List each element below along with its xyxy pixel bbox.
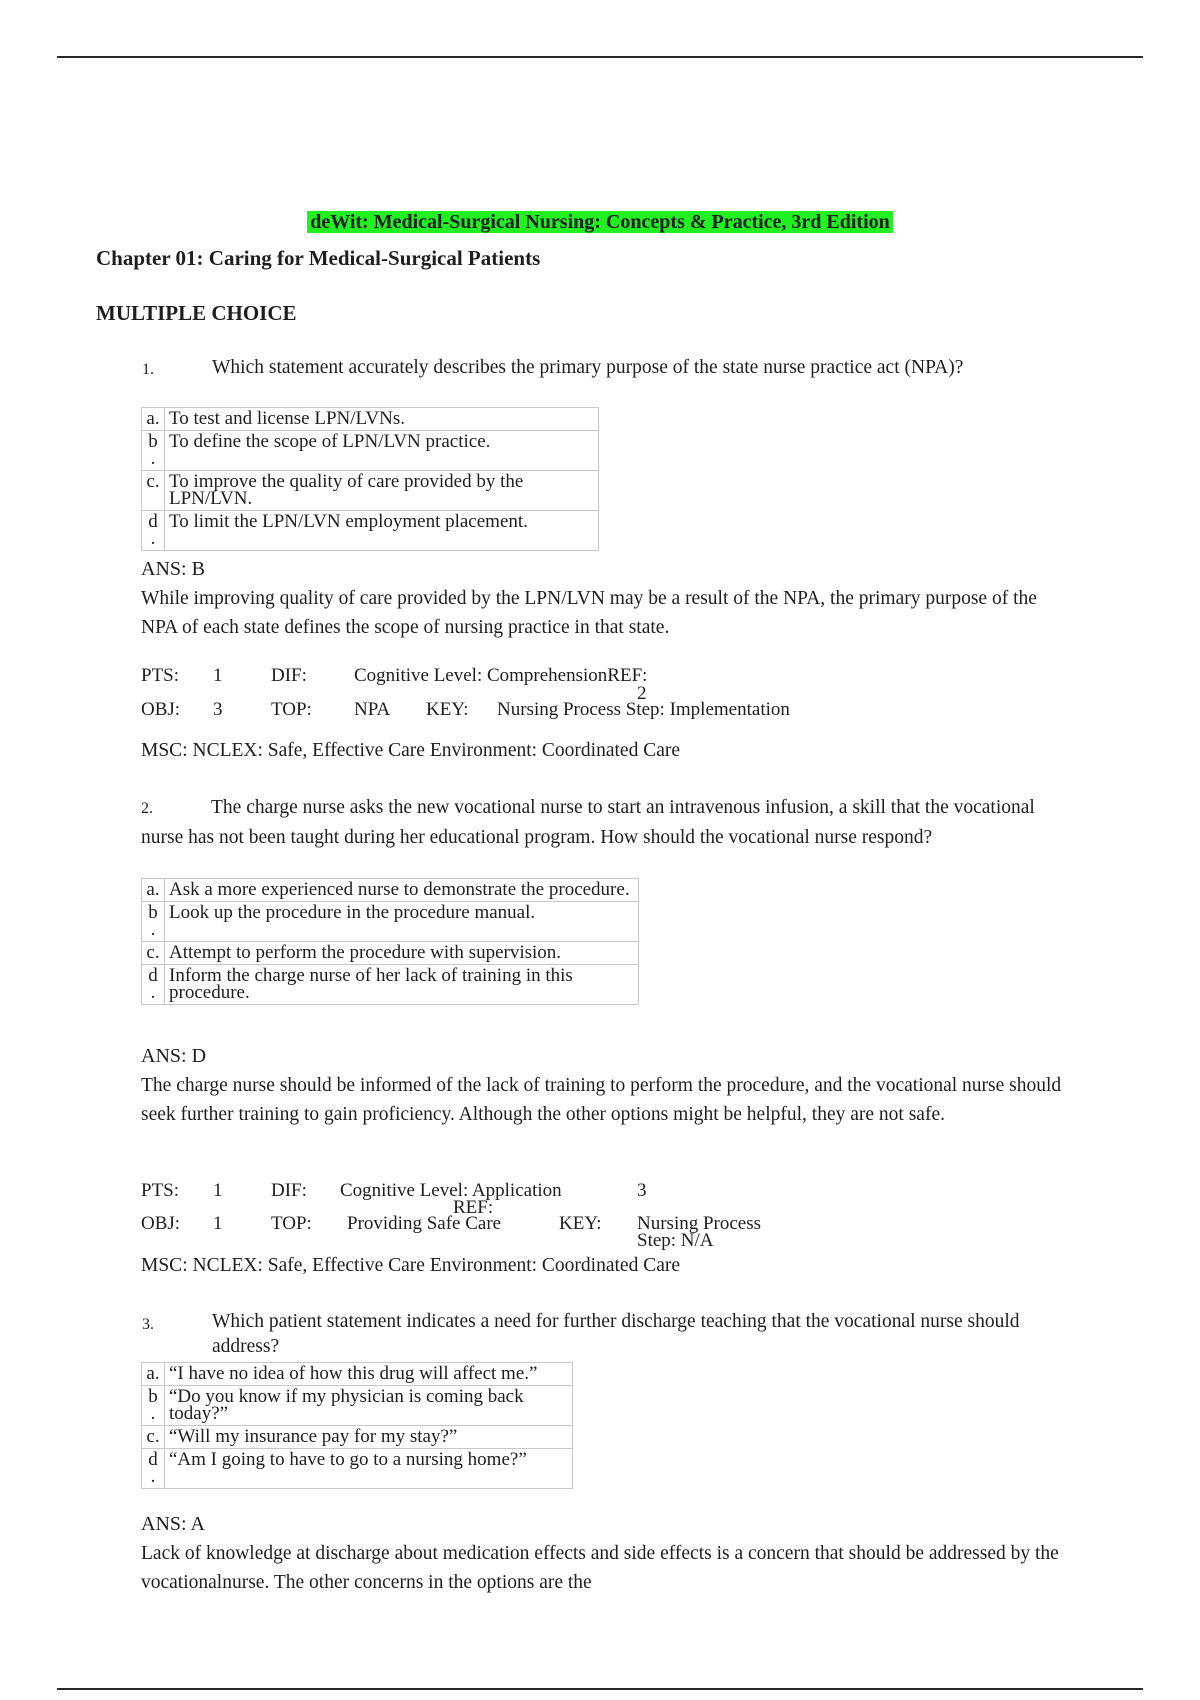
option-text: To define the scope of LPN/LVN practice. <box>165 431 599 471</box>
question-3-answer: ANS: A <box>141 1513 205 1535</box>
dif-label: DIF: <box>271 1180 307 1201</box>
obj-value: 1 <box>213 1213 223 1234</box>
question-3-stem: Which patient statement indicates a need for further discharge teaching that the vocational nurse should address? <box>212 1311 1020 1357</box>
option-text: To improve the quality of care provided by the LPN/LVN. <box>165 471 599 511</box>
option-text: Ask a more experienced nurse to demonstrate the procedure. <box>165 879 639 902</box>
option-letter: b . <box>142 1386 165 1426</box>
obj-value: 3 <box>213 699 223 720</box>
section-title: MULTIPLE CHOICE <box>96 301 297 325</box>
option-row <box>142 511 599 551</box>
question-3-rationale: Lack of knowledge at discharge about medication effects and side effects is a concern that should be addressed by the vocationalnurse. The other concerns in the options are the <box>141 1543 1059 1593</box>
ref-label: REF: <box>453 1197 494 1218</box>
option-letter: a. <box>142 1363 165 1386</box>
option-text: “Do you know if my physician is coming back today?” <box>165 1386 573 1426</box>
option-letter: a. <box>142 408 165 431</box>
question-1-msc: MSC: NCLEX: Safe, Effective Care Environment: Coordinated Care <box>141 740 681 761</box>
option-letter: c. <box>142 942 165 965</box>
question-1-options <box>141 407 599 551</box>
option-row <box>142 1363 573 1386</box>
option-row <box>142 942 639 965</box>
option-letter: c. <box>142 471 165 511</box>
ref-value: 2 <box>637 683 647 704</box>
option-letter: c. <box>142 1426 165 1449</box>
option-letter: d . <box>142 511 165 551</box>
option-text: “Will my insurance pay for my stay?” <box>165 1426 573 1449</box>
question-1-meta <box>141 667 1041 737</box>
question-2-answer: ANS: D <box>141 1045 207 1067</box>
option-row <box>142 408 599 431</box>
dif-value: Cognitive Level: Application <box>340 1180 562 1201</box>
option-text: Inform the charge nurse of her lack of training in this procedure. <box>165 965 639 1005</box>
option-text: To limit the LPN/LVN employment placement. <box>165 511 599 551</box>
pts-value: 1 <box>213 665 223 686</box>
book-title <box>0 209 1200 235</box>
bottom-rule <box>57 1688 1143 1690</box>
option-text: Look up the procedure in the procedure manual. <box>165 902 639 942</box>
question-2-number: 2. <box>141 800 153 817</box>
question-2-rationale: The charge nurse should be informed of the lack of training to perform the procedure, and the vocational nurse should seek further training to gain proficiency. Although the other options might be helpful, they are not safe. <box>141 1075 1062 1125</box>
dif-label: DIF: <box>271 665 307 686</box>
option-row <box>142 965 639 1005</box>
question-1-answer: ANS: B <box>141 558 205 580</box>
option-letter: b . <box>142 902 165 942</box>
top-label: TOP: <box>271 699 312 720</box>
option-letter: d . <box>142 965 165 1005</box>
top-value: Providing Safe Care <box>347 1213 502 1234</box>
option-row <box>142 471 599 511</box>
option-row <box>142 902 639 942</box>
book-title-highlight: deWit: Medical-Surgical Nursing: Concepts & Practice, 3rd Edition <box>307 211 893 233</box>
question-1-rationale: While improving quality of care provided by the LPN/LVN may be a result of the NPA, the primary purpose of the NPA of each state defines the scope of nursing practice in that state. <box>141 588 1037 638</box>
option-row <box>142 431 599 471</box>
ref-value: 3 <box>637 1180 647 1201</box>
question-2-msc: MSC: NCLEX: Safe, Effective Care Environment: Coordinated Care <box>141 1255 681 1276</box>
option-letter: d . <box>142 1449 165 1489</box>
option-text: “I have no idea of how this drug will affect me.” <box>165 1363 573 1386</box>
option-letter: a. <box>142 879 165 902</box>
dif-value: Cognitive Level: ComprehensionREF: <box>354 665 648 686</box>
option-letter: b . <box>142 431 165 471</box>
key-label: KEY: <box>426 699 469 720</box>
question-2-meta <box>141 1182 1041 1252</box>
key-value: Nursing Process Step: N/A <box>637 1213 762 1251</box>
question-3-number: 3. <box>142 1316 154 1333</box>
option-row <box>142 879 639 902</box>
chapter-title: Chapter 01: Caring for Medical-Surgical Patients <box>96 246 541 270</box>
question-2-stem: The charge nurse asks the new vocational nurse to start an intravenous infusion, a skill that the vocational nurse has not been taught during her educational program. How should the vocational nurse respond? <box>141 797 1035 848</box>
option-row <box>142 1386 573 1426</box>
obj-label: OBJ: <box>141 1213 181 1234</box>
option-row <box>142 1449 573 1489</box>
option-row <box>142 1426 573 1449</box>
option-text: Attempt to perform the procedure with supervision. <box>165 942 639 965</box>
top-label: TOP: <box>271 1213 312 1234</box>
question-3-options <box>141 1362 573 1489</box>
question-2-stem-block <box>141 793 1061 852</box>
top-value: NPA <box>354 699 391 720</box>
obj-label: OBJ: <box>141 699 181 720</box>
question-1-stem: Which statement accurately describes the primary purpose of the state nurse practice act (NPA)? <box>212 357 964 378</box>
key-value: Nursing Process Step: Implementation <box>497 699 790 720</box>
pts-label: PTS: <box>141 1180 180 1201</box>
key-label: KEY: <box>559 1213 602 1234</box>
question-1-number: 1. <box>142 361 154 378</box>
option-text: “Am I going to have to go to a nursing home?” <box>165 1449 573 1489</box>
option-text: To test and license LPN/LVNs. <box>165 408 599 431</box>
pts-label: PTS: <box>141 665 180 686</box>
question-2-options <box>141 878 639 1005</box>
pts-value: 1 <box>213 1180 223 1201</box>
